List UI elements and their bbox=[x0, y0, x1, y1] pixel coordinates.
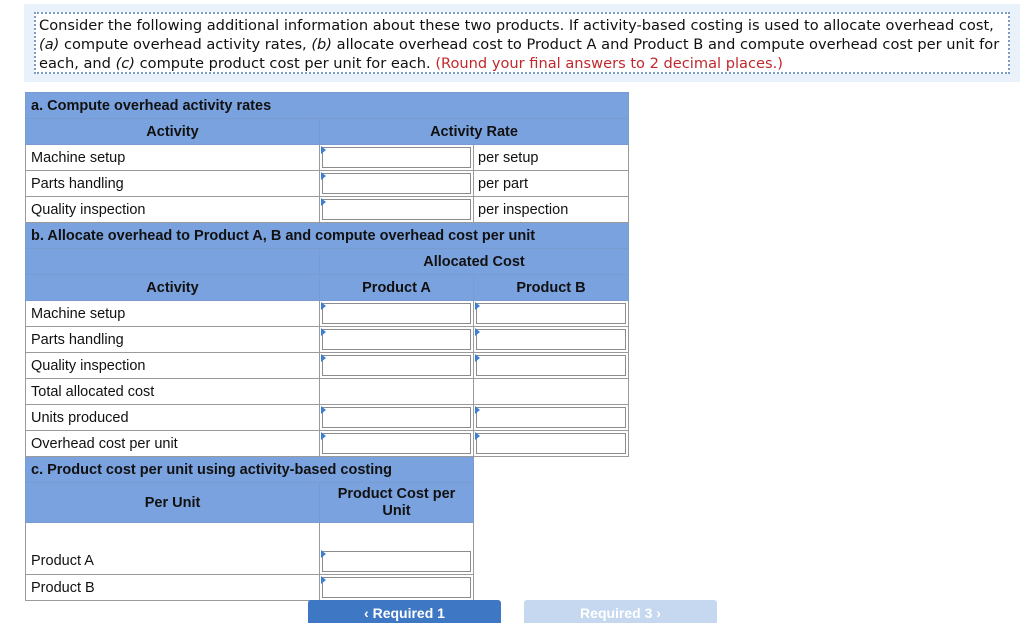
overhead-per-unit-product-a-input[interactable] bbox=[320, 431, 474, 457]
input-marker-icon bbox=[321, 406, 326, 414]
units-produced-product-a-input[interactable] bbox=[320, 405, 474, 431]
section-b-activity-header: Activity bbox=[26, 275, 320, 301]
section-b-title: b. Allocate overhead to Product A, B and compute overhead cost per unit bbox=[26, 223, 629, 249]
input-marker-icon bbox=[321, 198, 326, 206]
row-label-parts-handling: Parts handling bbox=[26, 171, 320, 197]
input-marker-icon bbox=[321, 172, 326, 180]
machine-setup-product-a-input[interactable] bbox=[320, 301, 474, 327]
row-label-product-b: Product B bbox=[26, 575, 320, 601]
input-marker-icon bbox=[475, 354, 480, 362]
input-marker-icon bbox=[321, 576, 326, 584]
instructions-part-b-text: allocate overhead cost to Product A and Product B and compute overhead cost per unit for each, and bbox=[39, 36, 1000, 72]
input-marker-icon bbox=[475, 302, 480, 310]
input-marker-icon bbox=[321, 354, 326, 362]
row-label-product-a: Product A bbox=[26, 549, 320, 575]
product-cost-per-unit-header bbox=[320, 483, 474, 523]
section-c-gap bbox=[320, 523, 474, 549]
required-1-button[interactable]: ‹ Required 1 bbox=[308, 600, 501, 623]
overhead-per-unit-product-b-input[interactable] bbox=[474, 431, 629, 457]
row-label-machine-setup: Machine setup bbox=[26, 301, 320, 327]
section-c-blank bbox=[474, 523, 629, 549]
row-label-machine-setup: Machine setup bbox=[26, 145, 320, 171]
input-marker-icon bbox=[321, 550, 326, 558]
section-c-blank bbox=[474, 549, 629, 575]
input-marker-icon bbox=[321, 146, 326, 154]
input-marker-icon bbox=[321, 328, 326, 336]
unit-per-setup: per setup bbox=[474, 145, 629, 171]
section-a-activity-header: Activity bbox=[26, 119, 320, 145]
unit-per-inspection: per inspection bbox=[474, 197, 629, 223]
product-a-cost-per-unit-input[interactable] bbox=[320, 549, 474, 575]
instructions-main-text: Consider the following additional information about these two products. If activity-based costing is used to allocate overhead cost, bbox=[39, 17, 994, 34]
quality-inspection-product-b-input[interactable] bbox=[474, 353, 629, 379]
allocated-cost-header: Allocated Cost bbox=[320, 249, 629, 275]
instructions-part-c-text: compute product cost per unit for each. bbox=[135, 55, 436, 72]
input-marker-icon bbox=[475, 432, 480, 440]
rate-parts-handling-input[interactable] bbox=[320, 171, 474, 197]
section-c-blank bbox=[474, 457, 629, 483]
instructions-panel bbox=[24, 4, 1020, 82]
total-allocated-product-b-cell bbox=[474, 379, 629, 405]
quality-inspection-product-a-input[interactable] bbox=[320, 353, 474, 379]
total-allocated-product-a-cell bbox=[320, 379, 474, 405]
product-b-header: Product B bbox=[474, 275, 629, 301]
row-label-total-allocated-cost: Total allocated cost bbox=[26, 379, 320, 405]
per-unit-header: Per Unit bbox=[26, 483, 320, 523]
section-c-blank bbox=[474, 575, 629, 601]
row-label-quality-inspection: Quality inspection bbox=[26, 197, 320, 223]
section-b-header-spacer bbox=[26, 249, 320, 275]
input-marker-icon bbox=[321, 432, 326, 440]
part-a-letter: (a) bbox=[39, 36, 60, 53]
section-a-rate-header: Activity Rate bbox=[320, 119, 629, 145]
row-label-quality-inspection: Quality inspection bbox=[26, 353, 320, 379]
section-c-title: c. Product cost per unit using activity-based costing bbox=[26, 457, 474, 483]
product-a-header: Product A bbox=[320, 275, 474, 301]
part-c-letter: (c) bbox=[115, 55, 135, 72]
rounding-note: (Round your final answers to 2 decimal places.) bbox=[435, 55, 783, 72]
section-a-title: a. Compute overhead activity rates bbox=[26, 93, 629, 119]
input-marker-icon bbox=[475, 328, 480, 336]
product-cost-header-line1: Product Cost per bbox=[337, 485, 456, 502]
rate-quality-inspection-input[interactable] bbox=[320, 197, 474, 223]
product-cost-header-line2: Unit bbox=[382, 502, 411, 519]
input-marker-icon bbox=[321, 302, 326, 310]
section-c-gap bbox=[26, 523, 320, 549]
rate-machine-setup-input[interactable] bbox=[320, 145, 474, 171]
instructions-part-a-text: compute overhead activity rates, bbox=[59, 36, 312, 53]
units-produced-product-b-input[interactable] bbox=[474, 405, 629, 431]
instructions-text bbox=[34, 12, 1010, 74]
parts-handling-product-a-input[interactable] bbox=[320, 327, 474, 353]
unit-per-part: per part bbox=[474, 171, 629, 197]
row-label-overhead-cost-per-unit: Overhead cost per unit bbox=[26, 431, 320, 457]
input-marker-icon bbox=[475, 406, 480, 414]
product-b-cost-per-unit-input[interactable] bbox=[320, 575, 474, 601]
answer-worksheet bbox=[25, 92, 629, 601]
machine-setup-product-b-input[interactable] bbox=[474, 301, 629, 327]
section-c-blank bbox=[474, 483, 629, 523]
parts-handling-product-b-input[interactable] bbox=[474, 327, 629, 353]
row-label-units-produced: Units produced bbox=[26, 405, 320, 431]
row-label-parts-handling: Parts handling bbox=[26, 327, 320, 353]
required-3-button[interactable]: Required 3 › bbox=[524, 600, 717, 623]
part-b-letter: (b) bbox=[311, 36, 332, 53]
